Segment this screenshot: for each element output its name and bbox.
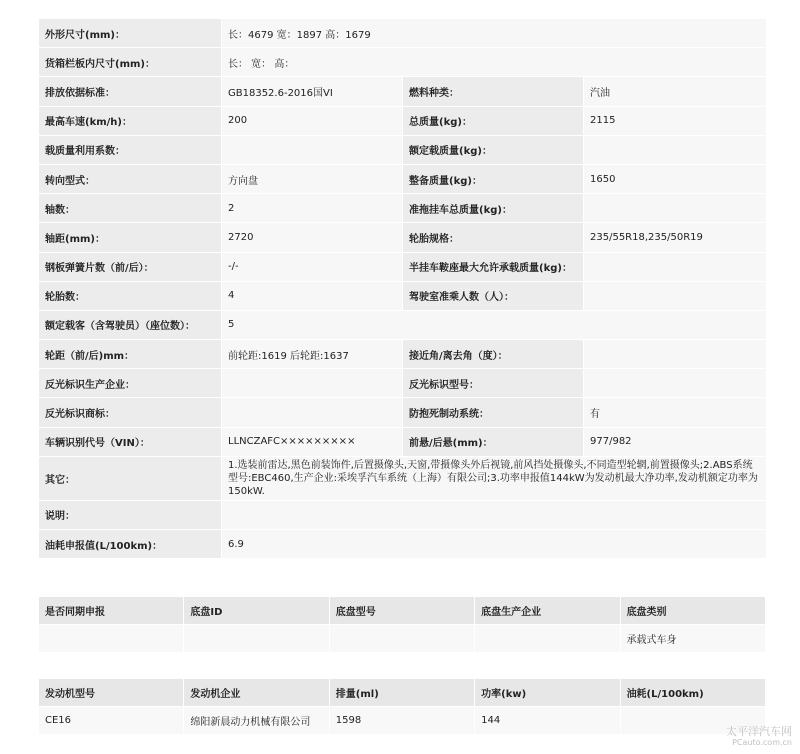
other-label: 其它： [39,456,222,500]
engine-header-cell: 排量(ml) [329,679,474,707]
fuel-consumption-value: 6.9 [222,530,767,559]
axles-value: 2 [222,194,403,223]
chassis-cell [39,625,184,653]
engine-header-cell: 发动机型号 [39,679,184,707]
steering-label: 转向型式： [39,164,222,193]
engine-header-cell: 功率(kw) [475,679,620,707]
saddle-label: 半挂车鞍座最大允许承载质量(kg)： [403,252,584,281]
chassis-header-cell: 底盘生产企业 [475,597,620,625]
tires-value: 4 [222,281,403,310]
watermark-title: 太平洋汽车网 [726,725,792,738]
abs-value: 有 [584,398,767,427]
spring-label: 钢板弹簧片数（前/后）： [39,252,222,281]
tire-spec-value: 235/55R18,235/50R19 [584,223,767,252]
track-label: 轮距（前/后)mm： [39,340,222,369]
fuel-consumption-label: 油耗申报值(L/100km)： [39,530,222,559]
notes-value [222,500,767,529]
trailer-mass-value [584,194,767,223]
rated-load-label: 额定载质量(kg)： [403,135,584,164]
tire-spec-label: 轮胎规格： [403,223,584,252]
chassis-header-cell: 底盘ID [184,597,329,625]
emission-label: 排放依据标准： [39,77,222,106]
reflector-brand-label: 反光标识商标： [39,398,222,427]
total-mass-label: 总质量(kg)： [403,106,584,135]
chassis-cell: 承载式车身 [620,625,765,653]
approach-label: 接近角/离去角（度）： [403,340,584,369]
seats-label: 额定载客（含驾驶员）（座位数）： [39,310,222,339]
dimensions-label: 外形尺寸(mm)： [39,19,222,48]
fuel-value: 汽油 [584,77,767,106]
emission-value: GB18352.6-2016国VI [222,77,403,106]
vehicle-spec-table [38,18,767,559]
chassis-header-cell: 是否同期申报 [39,597,184,625]
notes-label: 说明： [39,500,222,529]
chassis-cell [184,625,329,653]
chassis-header-cell: 底盘型号 [329,597,474,625]
reflector-maker-label: 反光标识生产企业： [39,369,222,398]
steering-value: 方向盘 [222,164,403,193]
saddle-value [584,252,767,281]
track-value: 前轮距:1619 后轮距:1637 [222,340,403,369]
chassis-cell [329,625,474,653]
dimensions-value: 长：4679 宽：1897 高：1679 [222,19,767,48]
total-mass-value: 2115 [584,106,767,135]
engine-header-cell: 油耗(L/100km) [620,679,765,707]
vin-label: 车辆识别代号（VIN）： [39,427,222,456]
reflector-model-value [584,369,767,398]
fuel-label: 燃料种类： [403,77,584,106]
reflector-model-label: 反光标识型号： [403,369,584,398]
load-util-value [222,135,403,164]
engine-cell: 144 [475,707,620,735]
abs-label: 防抱死制动系统： [403,398,584,427]
vin-value: LLNCZAFC××××××××× [222,427,403,456]
cargo-box-value: 长： 宽： 高： [222,48,767,77]
cab-value [584,281,767,310]
engine-cell: 绵阳新晨动力机械有限公司 [184,707,329,735]
curb-mass-label: 整备质量(kg)： [403,164,584,193]
approach-value [584,340,767,369]
engine-cell: CE16 [39,707,184,735]
rated-load-value [584,135,767,164]
overhang-value: 977/982 [584,427,767,456]
seats-value: 5 [222,310,767,339]
engine-table [38,678,766,735]
chassis-table [38,596,766,653]
overhang-label: 前悬/后悬(mm)： [403,427,584,456]
max-speed-value: 200 [222,106,403,135]
reflector-maker-value [222,369,403,398]
reflector-brand-value [222,398,403,427]
engine-cell: 1598 [329,707,474,735]
axles-label: 轴数： [39,194,222,223]
cargo-box-label: 货箱栏板内尺寸(mm)： [39,48,222,77]
other-value: 1.选装前雷达,黑色前装饰件,后置摄像头,天窗,带摄像头外后视镜,前风挡处摄像头,不同造型轮辋,前置摄像头;2.ABS系统型号:EBC460,生产企业:采埃孚汽车系统（上海）有限公司;3.功率申报值144kW为发动机最大净功率,发动机额定功率为150kW. [222,456,767,500]
watermark-domain: PCauto.com.cn [732,738,792,747]
wheelbase-label: 轴距(mm)： [39,223,222,252]
engine-header-cell: 发动机企业 [184,679,329,707]
wheelbase-value: 2720 [222,223,403,252]
trailer-mass-label: 准拖挂车总质量(kg)： [403,194,584,223]
curb-mass-value: 1650 [584,164,767,193]
chassis-header-cell: 底盘类别 [620,597,765,625]
load-util-label: 载质量利用系数： [39,135,222,164]
tires-label: 轮胎数： [39,281,222,310]
watermark [726,726,792,748]
chassis-cell [475,625,620,653]
spring-value: -/- [222,252,403,281]
cab-label: 驾驶室准乘人数（人）： [403,281,584,310]
max-speed-label: 最高车速(km/h)： [39,106,222,135]
